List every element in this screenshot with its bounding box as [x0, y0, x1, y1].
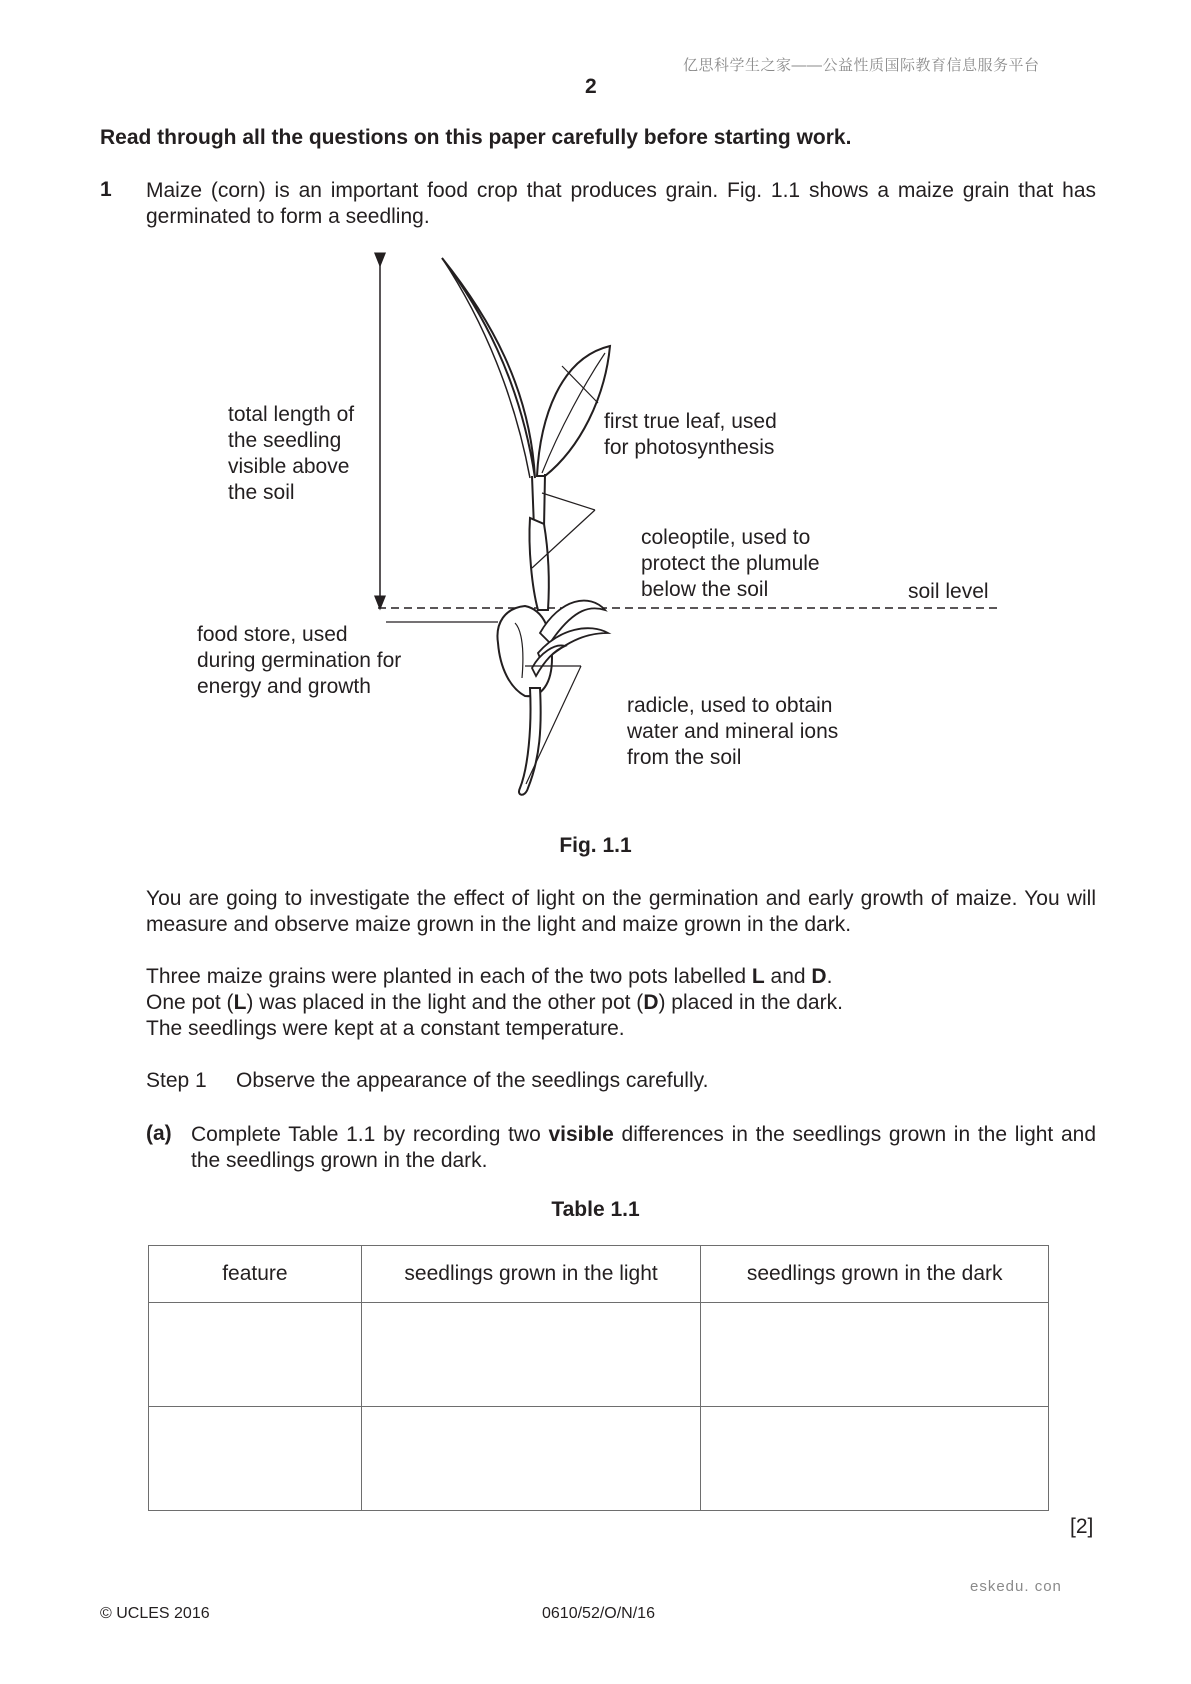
label-food-store: food store, used during germination for energy and growth [197, 623, 402, 698]
paper-code: 0610/52/O/N/16 [542, 1605, 655, 1622]
label-radicle: radicle, used to obtain water and mineral ions from the soil [627, 694, 839, 769]
setup-line-1: Three maize grains were planted in each of the two pots labelled L and D. [146, 965, 833, 988]
marks: [2] [1070, 1515, 1094, 1538]
page-number: 2 [585, 75, 597, 98]
answer-table [148, 1245, 1049, 1511]
answer-cell[interactable] [701, 1407, 1049, 1511]
answer-cell[interactable] [149, 1407, 362, 1511]
seedling-diagram [180, 248, 1020, 808]
coleoptile [529, 518, 548, 610]
part-a-text: Complete Table 1.1 by recording two visible differences in the seedlings grown in the light and the seedlings grown in the dark. [191, 1123, 1096, 1172]
paragraph-investigate: You are going to investigate the effect of light on the germination and early growth of maize. You will measure and observe maize grown in the light and maize grown in the dark. [146, 887, 1096, 936]
table-header-row [149, 1246, 1049, 1303]
question-number: 1 [100, 178, 112, 201]
figure-caption: Fig. 1.1 [559, 834, 632, 857]
first-true-leaf [537, 346, 610, 476]
part-a-label: (a) [146, 1122, 172, 1145]
question-intro: Maize (corn) is an important food crop that produces grain. Fig. 1.1 shows a maize grain that has germinated to form a seedling. [146, 179, 1096, 228]
table-caption: Table 1.1 [551, 1198, 640, 1221]
instruction: Read through all the questions on this paper carefully before starting work. [100, 126, 852, 149]
table-row [149, 1303, 1049, 1407]
setup-line-3: The seedlings were kept at a constant temperature. [146, 1017, 625, 1040]
step-1-text: Observe the appearance of the seedlings carefully. [236, 1069, 709, 1092]
header-light: seedlings grown in the light [361, 1246, 701, 1303]
label-total-length: total length of the seedling visible above the soil [228, 403, 355, 504]
header-dark: seedlings grown in the dark [701, 1246, 1049, 1303]
answer-cell[interactable] [149, 1303, 362, 1407]
label-first-leaf: first true leaf, used for photosynthesis [604, 410, 777, 459]
answer-cell[interactable] [701, 1303, 1049, 1407]
paragraph-setup [146, 964, 1096, 1042]
header-feature: feature [149, 1246, 362, 1303]
step-1 [146, 1069, 708, 1093]
label-soil-level: soil level [908, 580, 989, 603]
label-coleoptile: coleoptile, used to protect the plumule below the soil [641, 526, 820, 601]
answer-cell[interactable] [361, 1303, 701, 1407]
copyright: © UCLES 2016 [100, 1605, 210, 1622]
tall-leaf [442, 258, 535, 478]
setup-line-2: One pot (L) was placed in the light and the other pot (D) placed in the dark. [146, 991, 843, 1014]
watermark-text: 亿思科学生之家——公益性质国际教育信息服务平台 [683, 57, 1040, 74]
radicle [519, 688, 541, 795]
answer-cell[interactable] [361, 1407, 701, 1511]
table-row [149, 1407, 1049, 1511]
step-1-label: Step 1 [146, 1069, 207, 1092]
site-watermark: eskedu. con [970, 1578, 1062, 1595]
